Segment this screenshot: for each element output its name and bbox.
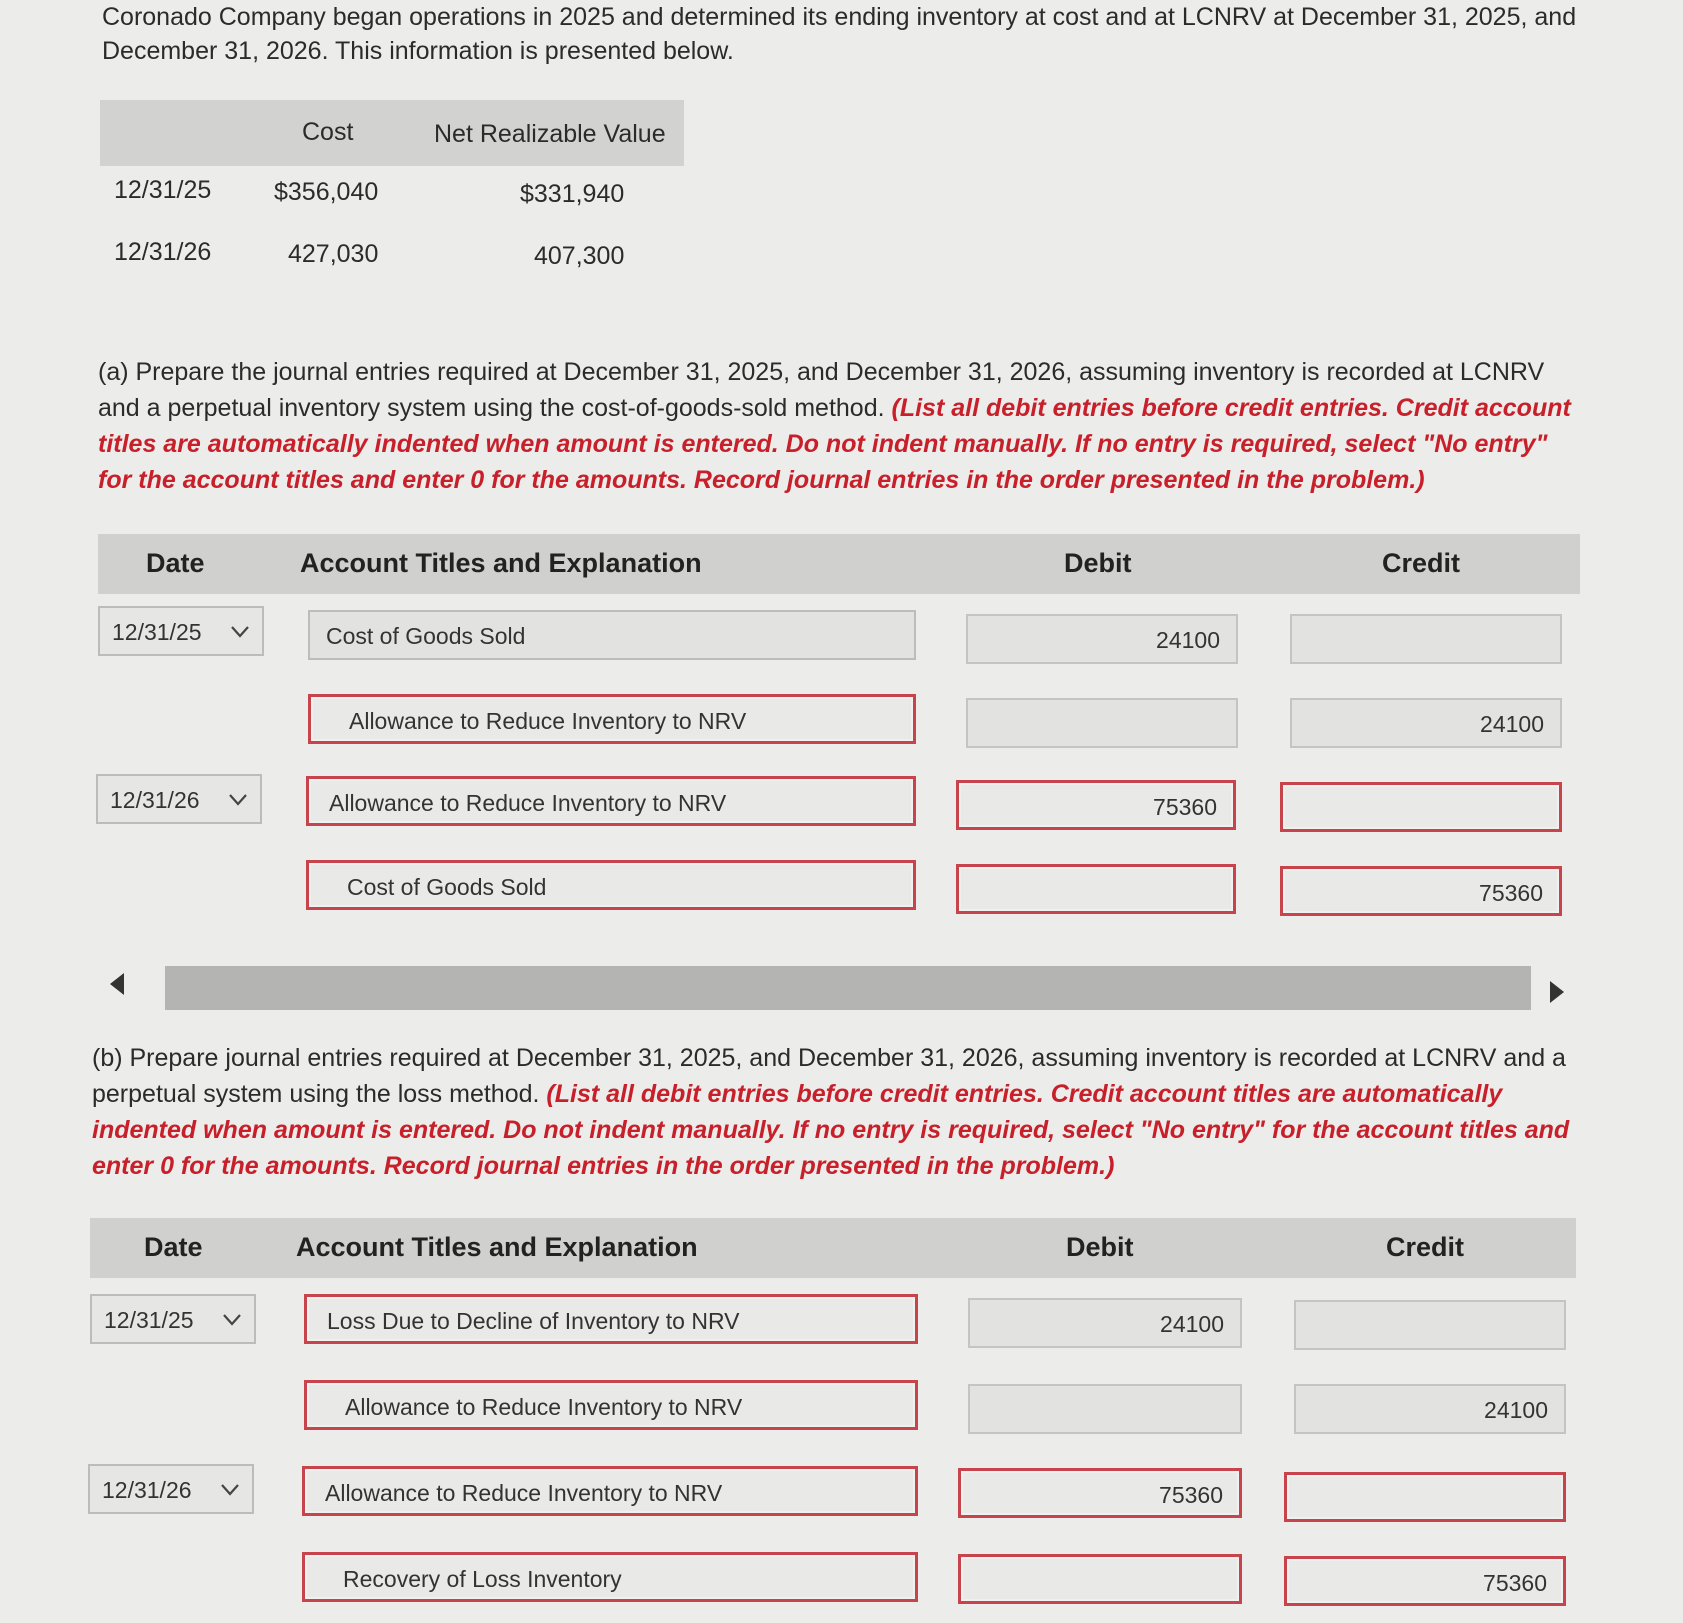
problem-intro: Coronado Company began operations in 2025 and determined its ending inventory at cost and at LCNRV at December 31, 2025, and December 31, 2026. This information is presented below. <box>102 3 1577 65</box>
part-a-prompt-text: (a) Prepare the journal entries required at December 31, 2025, and December 31, 2026, assuming inventory is recorded at LCNRV and a perpetual inventory system using the cost-of-goods-sold method. <box>98 358 1545 422</box>
chevron-down-icon <box>222 1313 242 1327</box>
account-title-field[interactable] <box>302 1552 918 1602</box>
account-title-value: Allowance to Reduce Inventory to NRV <box>325 1480 723 1506</box>
debit-amount-field[interactable] <box>956 864 1236 914</box>
date-select[interactable] <box>90 1294 256 1344</box>
credit-amount-field[interactable] <box>1284 1472 1566 1522</box>
info-row-cost: 427,030 <box>288 240 379 268</box>
col-debit: Debit <box>1064 548 1132 578</box>
info-table-header <box>100 100 684 166</box>
account-title-value: Cost of Goods Sold <box>347 874 547 900</box>
info-row-nrv: $331,940 <box>520 180 625 208</box>
col-credit: Credit <box>1382 548 1461 578</box>
debit-amount-field[interactable] <box>968 1384 1242 1434</box>
credit-amount-value: 75360 <box>1483 1570 1547 1596</box>
account-title-field[interactable] <box>306 776 916 826</box>
credit-amount-value: 24100 <box>1480 711 1544 737</box>
account-title-value: Cost of Goods Sold <box>326 623 526 649</box>
horizontal-scrollbar[interactable] <box>165 966 1531 1010</box>
chevron-down-icon <box>228 793 248 807</box>
debit-amount-value: 24100 <box>1160 1311 1224 1337</box>
part-a-instructions: (List all debit entries before credit entries. Credit account titles are automatically indented when amount is entered. Do not indent manually. If no entry is required, select "No entry" for the account titles and enter 0 for the amounts. Record journal entries in the order presented in the problem.) <box>98 394 1571 494</box>
part-b-prompt-text: (b) Prepare journal entries required at December 31, 2025, and December 31, 2026, assuming inventory is recorded at LCNRV and a perpetual system using the loss method. <box>92 1044 1566 1108</box>
credit-amount-field[interactable] <box>1280 866 1562 916</box>
header-cost: Cost <box>302 118 354 146</box>
date-select-value: 12/31/26 <box>102 1477 192 1503</box>
col-debit: Debit <box>1066 1232 1134 1262</box>
header-nrv: Net Realizable Value <box>434 120 666 148</box>
date-select[interactable] <box>88 1464 254 1514</box>
debit-amount-field[interactable] <box>966 614 1238 664</box>
account-title-field[interactable] <box>308 694 916 744</box>
credit-amount-field[interactable] <box>1294 1384 1566 1434</box>
debit-amount-field[interactable] <box>958 1554 1242 1604</box>
account-title-value: Allowance to Reduce Inventory to NRV <box>329 790 727 816</box>
col-account: Account Titles and Explanation <box>300 548 702 578</box>
account-title-field[interactable] <box>302 1466 918 1516</box>
credit-amount-value: 75360 <box>1479 880 1543 906</box>
part-b-prompt <box>92 1040 1572 1184</box>
credit-amount-field[interactable] <box>1290 614 1562 664</box>
part-a-prompt <box>98 354 1578 498</box>
date-select-value: 12/31/25 <box>104 1307 194 1333</box>
info-row-cost: $356,040 <box>274 178 379 206</box>
chevron-down-icon <box>230 625 250 639</box>
credit-amount-field[interactable] <box>1294 1300 1566 1350</box>
account-title-field[interactable] <box>304 1380 918 1430</box>
account-title-value: Recovery of Loss Inventory <box>343 1566 622 1592</box>
account-title-value: Allowance to Reduce Inventory to NRV <box>345 1394 743 1420</box>
credit-amount-field[interactable] <box>1284 1556 1566 1606</box>
debit-amount-value: 75360 <box>1159 1482 1223 1508</box>
date-select[interactable] <box>96 774 262 824</box>
credit-amount-field[interactable] <box>1280 782 1562 832</box>
account-title-value: Allowance to Reduce Inventory to NRV <box>349 708 747 734</box>
debit-amount-value: 75360 <box>1153 794 1217 820</box>
scrollbar-thumb[interactable] <box>165 966 1531 1010</box>
col-date: Date <box>146 548 205 578</box>
debit-amount-value: 24100 <box>1156 627 1220 653</box>
info-row-date: 12/31/26 <box>114 238 212 266</box>
info-row-nrv: 407,300 <box>534 242 625 270</box>
credit-amount-value: 24100 <box>1484 1397 1548 1423</box>
date-select-value: 12/31/25 <box>112 619 202 645</box>
date-select[interactable] <box>98 606 264 656</box>
debit-amount-field[interactable] <box>958 1468 1242 1518</box>
col-credit: Credit <box>1386 1232 1465 1262</box>
credit-amount-field[interactable] <box>1290 698 1562 748</box>
debit-amount-field[interactable] <box>966 698 1238 748</box>
col-date: Date <box>144 1232 203 1262</box>
account-title-field[interactable] <box>308 610 916 660</box>
part-a-journal-header <box>98 534 1580 594</box>
scroll-left-arrow-icon[interactable] <box>104 970 130 998</box>
account-title-field[interactable] <box>306 860 916 910</box>
part-b-journal-header <box>90 1218 1576 1278</box>
account-title-field[interactable] <box>304 1294 918 1344</box>
scroll-right-arrow-icon[interactable] <box>1544 978 1570 1006</box>
debit-amount-field[interactable] <box>968 1298 1242 1348</box>
debit-amount-field[interactable] <box>956 780 1236 830</box>
info-row-date: 12/31/25 <box>114 176 212 204</box>
part-b-instructions: (List all debit entries before credit entries. Credit account titles are automatically indented when amount is entered. Do not indent manually. If no entry is required, select "No entry" for the account titles and enter 0 for the amounts. Record journal entries in the order presented in the problem.) <box>92 1080 1570 1180</box>
account-title-value: Loss Due to Decline of Inventory to NRV <box>327 1308 740 1334</box>
chevron-down-icon <box>220 1483 240 1497</box>
col-account: Account Titles and Explanation <box>296 1232 698 1262</box>
date-select-value: 12/31/26 <box>110 787 200 813</box>
